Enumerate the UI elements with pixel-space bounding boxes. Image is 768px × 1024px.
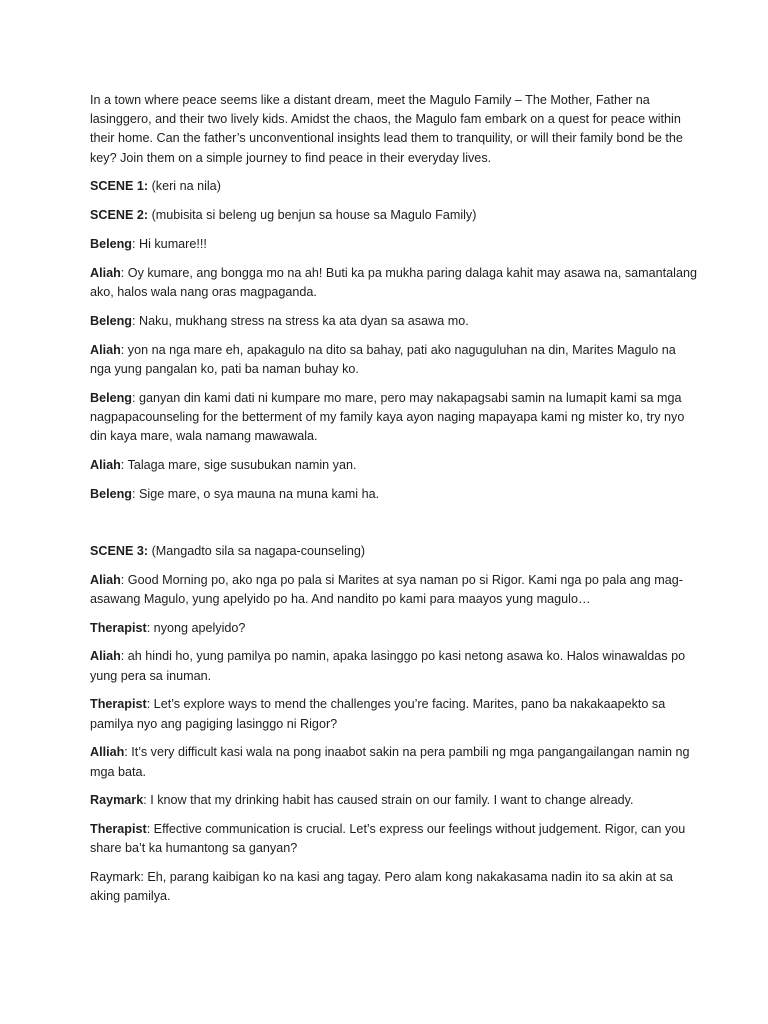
dialogue-line xyxy=(90,695,698,733)
dialogue-line xyxy=(90,389,698,447)
dialogue-line xyxy=(90,456,698,475)
speaker-label: Aliah xyxy=(90,342,121,357)
speaker-label: Aliah xyxy=(90,457,121,472)
dialogue-text: (mubisita si beleng ug benjun sa house sa Magulo Family) xyxy=(148,208,477,223)
intro-paragraph: In a town where peace seems like a distant dream, meet the Magulo Family – The Mother, Father na lasinggero, and their two lively kids. Amidst the chaos, the Magulo fam embark on a quest for peace within their home. Can the father’s unconventional insights lead them to tranquility, or will their family bond be the key? Join them on a simple journey to find peace in their everyday lives. xyxy=(90,93,683,165)
speaker-label: Beleng xyxy=(90,486,132,501)
speaker-label: Beleng xyxy=(90,237,132,251)
dialogue-text: : Good Morning po, ako nga po pala si Marites at sya naman po si Rigor. Kami nga po pala ang mag-asawang Magulo, yung apelyido po ha. And nandito po kami para maayos yung magulo… xyxy=(90,572,683,606)
dialogue-text: : ganyan din kami dati ni kumpare mo mare, pero may nakapagsabi samin na lumapit kami sa mga nagpapacounseling for the betterment of my family kaya ayon naging mapayapa kami ng mister ko, try nyo din kaya mare, wala namang mawawala. xyxy=(90,390,685,443)
speaker-label: SCENE 3: xyxy=(90,543,149,558)
dialogue-text: : yon na nga mare eh, apakagulo na dito sa bahay, pati ako naguguluhan na din, Marites Magulo na nga yung pangalan ko, pati ba naman buhay ko. xyxy=(90,342,676,376)
dialogue-text: (keri na nila) xyxy=(148,179,221,194)
speaker-label: Therapist xyxy=(90,620,147,635)
dialogue-text: : Oy kumare, ang bongga mo na ah! Buti ka pa mukha paring dalaga kahit may asawa na, samantalang ako, halos wala nang oras magpaganda. xyxy=(90,265,697,299)
scene-heading xyxy=(90,542,698,561)
dialogue-text: : nyong apelyido? xyxy=(146,620,246,635)
speaker-label: SCENE 1: xyxy=(90,179,149,194)
dialogue-text: : Let’s explore ways to mend the challenges you’re facing. Marites, pano ba nakakaapekto sa pamilya nyo ang pagiging lasinggo ni Rigor? xyxy=(90,697,666,731)
dialogue-line xyxy=(90,647,698,685)
dialogue-text: : Talaga mare, sige susubukan namin yan. xyxy=(120,457,357,472)
dialogue-text: : Naku, mukhang stress na stress ka ata dyan sa asawa mo. xyxy=(132,313,469,328)
dialogue-line xyxy=(90,264,698,302)
dialogue-text: : Sige mare, o sya mauna na muna kami ha. xyxy=(132,486,380,501)
dialogue-line xyxy=(90,485,698,504)
dialogue-text: : ah hindi ho, yung pamilya po namin, apaka lasinggo po kasi netong asawa ko. Halos winawaldas po yung pera sa inuman. xyxy=(90,649,686,683)
speaker-label: Beleng xyxy=(90,390,132,405)
speaker-label: Beleng xyxy=(90,313,132,328)
dialogue-line xyxy=(90,235,698,254)
dialogue-text: : I know that my drinking habit has caused strain on our family. I want to change already. xyxy=(143,793,634,808)
speaker-label: Alliah xyxy=(90,745,125,760)
dialogue-text: (Mangadto sila sa nagapa-counseling) xyxy=(148,543,366,558)
speaker-label: Therapist xyxy=(90,822,147,837)
dialogue-line xyxy=(90,743,698,781)
scene-heading xyxy=(90,177,698,196)
speaker-label: Aliah xyxy=(90,265,121,280)
dialogue-line xyxy=(90,312,698,331)
speaker-label: Therapist xyxy=(90,697,147,712)
dialogue-text: : Effective communication is crucial. Let’s express our feelings without judgement. Rigor, can you share ba’t ka humantong sa ganyan? xyxy=(90,822,686,856)
dialogue-line xyxy=(90,571,698,609)
speaker-label: Aliah xyxy=(90,649,121,664)
speaker-label: SCENE 2: xyxy=(90,208,149,223)
dialogue-line xyxy=(90,341,698,379)
dialogue-line xyxy=(90,868,698,906)
dialogue-text: Raymark: Eh, parang kaibigan ko na kasi ang tagay. Pero alam kong nakakasama nadin ito sa akin at sa aking pamilya. xyxy=(90,870,673,904)
scene-heading xyxy=(90,206,698,225)
speaker-label: Raymark xyxy=(90,793,144,808)
dialogue-text: : It’s very difficult kasi wala na pong inaabot sakin na pera pambili ng mga pangangailangan namin ng mga bata. xyxy=(90,745,690,779)
dialogue-line xyxy=(90,619,698,638)
dialogue-line xyxy=(90,820,698,858)
dialogue-line xyxy=(90,791,698,810)
dialogue-text: : Hi kumare!!! xyxy=(132,237,207,251)
speaker-label: Aliah xyxy=(90,572,121,587)
